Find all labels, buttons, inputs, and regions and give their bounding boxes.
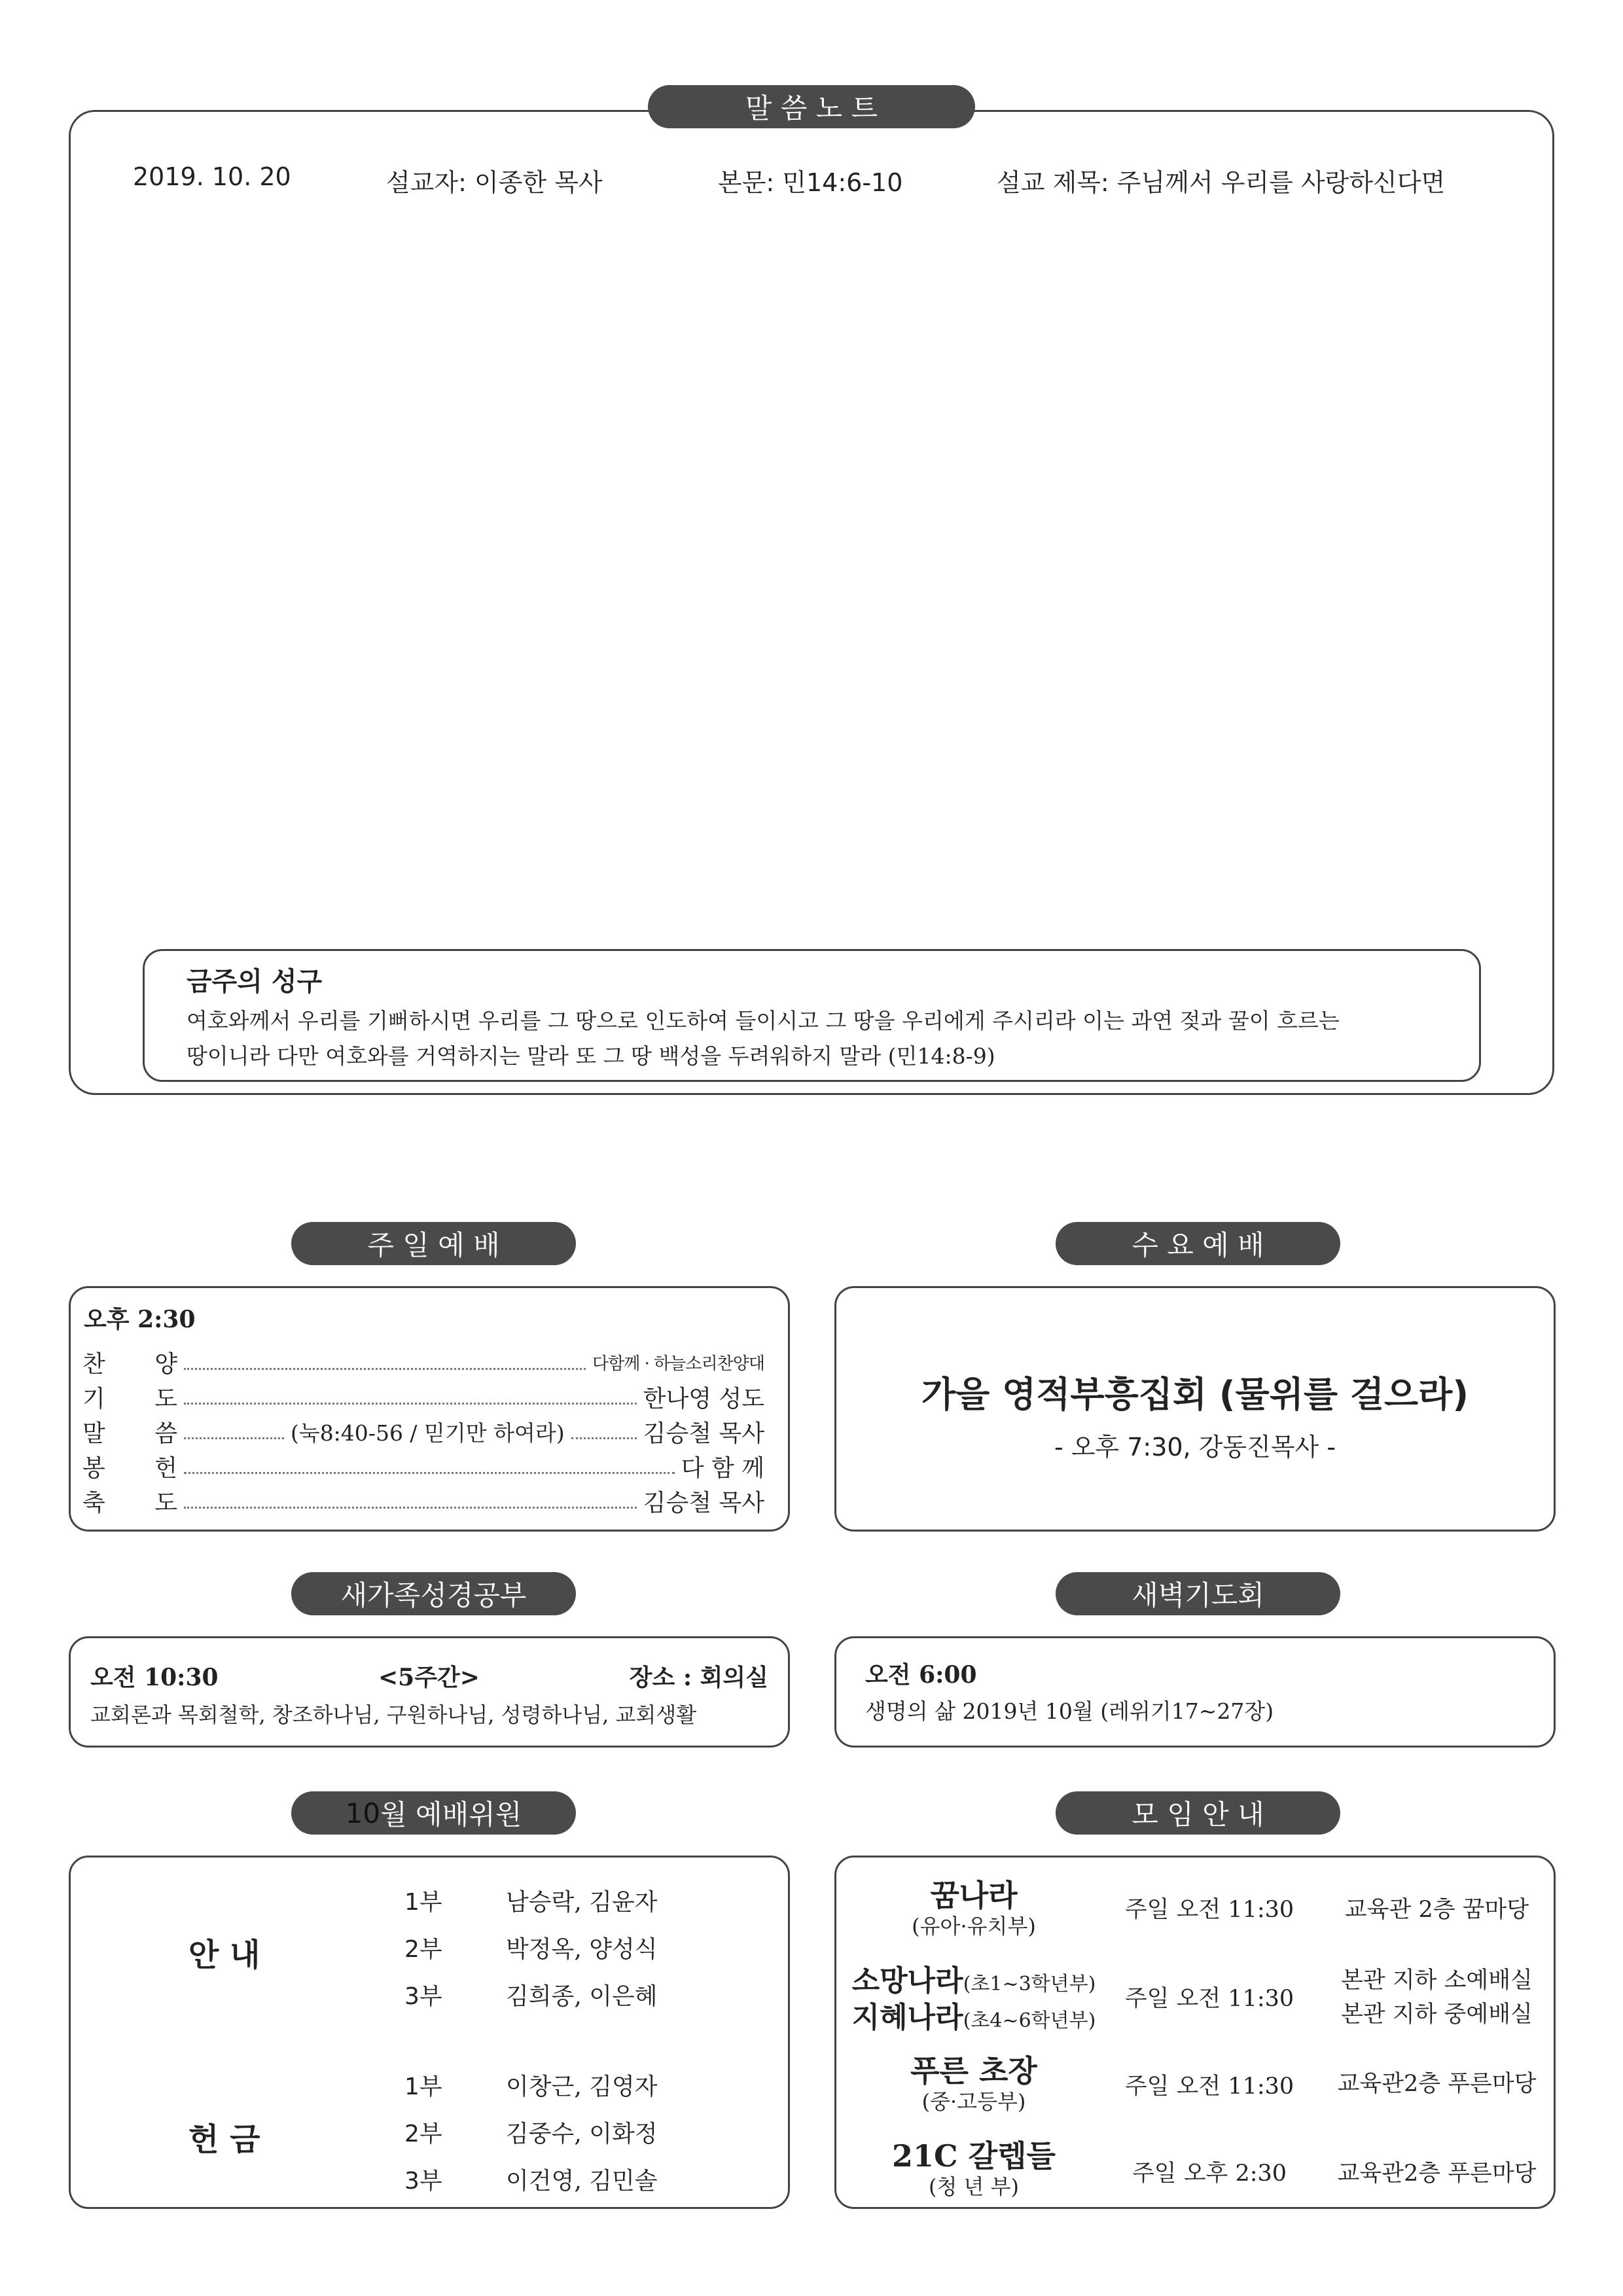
dawn-prayer-time: 오전 6:00 <box>865 1661 977 1689</box>
dotted-leader <box>184 1437 284 1439</box>
service-item-label <box>82 1450 177 1483</box>
meeting-name: 21C 갈렙들 <box>892 2138 1056 2174</box>
dawn-prayer-title: 새벽기도회 <box>1056 1572 1340 1615</box>
usher-label: 안 내 <box>188 1937 260 1973</box>
meeting-name-main: 소망나라 <box>851 1964 963 1998</box>
weekly-verse-heading: 금주의 성구 <box>187 967 323 997</box>
family-bible-topics: 교회론과 목회철학, 창조하나님, 구원하나님, 성령하나님, 교회생활 <box>90 1702 697 1727</box>
servant-part: 3부 <box>404 2168 442 2195</box>
sermon-note-box <box>69 110 1554 1095</box>
meeting-sub: (청 년 부) <box>928 2174 1020 2199</box>
sermon-title: 설교 제목: 주님께서 우리를 사랑하신다면 <box>997 168 1446 197</box>
sermon-preacher: 설교자: 이종한 목사 <box>386 168 603 197</box>
wednesday-service-box <box>834 1286 1556 1532</box>
servant-part: 1부 <box>404 1889 442 1916</box>
servant-names: 김중수, 이화정 <box>506 2121 658 2147</box>
dotted-leader <box>184 1507 637 1509</box>
meeting-name-main: 지혜나라 <box>851 2001 963 2034</box>
sermon-reference: (눅8:40-56 / 믿기만 하여라) <box>290 1420 565 1446</box>
servant-part: 3부 <box>404 1983 442 2010</box>
sermon-scripture: 본문: 민14:6-10 <box>718 168 903 197</box>
servant-part: 1부 <box>404 2073 442 2100</box>
servant-names: 이건영, 김민솔 <box>506 2168 658 2195</box>
meeting-name <box>836 1957 1111 1999</box>
family-bible-time: 오전 10:30 <box>90 1664 219 1691</box>
service-item-char: 도 <box>154 1489 177 1516</box>
service-item-char: 도 <box>154 1385 177 1412</box>
servant-names: 이창근, 김영자 <box>506 2073 658 2100</box>
sunday-time: 오후 2:30 <box>84 1306 196 1333</box>
servant-part: 2부 <box>404 1936 442 1963</box>
dotted-leader <box>184 1472 675 1474</box>
order-of-service-row <box>82 1450 764 1482</box>
meeting-place: 본관 지하 소예배실 <box>1341 1967 1533 1994</box>
service-leader: 한나영 성도 <box>643 1385 764 1412</box>
family-bible-box <box>69 1636 790 1748</box>
meeting-place: 교육관 2층 꿈마당 <box>1344 1897 1529 1923</box>
meeting-name: 꿈나라 <box>930 1878 1018 1913</box>
sunday-service-box <box>69 1286 790 1532</box>
october-servants-box <box>69 1856 790 2209</box>
service-leader: 김승철 목사 <box>643 1420 764 1447</box>
service-item-char: 기 <box>82 1385 105 1412</box>
revival-headline: 가을 영적부흥집회 (물위를 걸으라) <box>921 1374 1469 1415</box>
servant-part: 2부 <box>404 2121 442 2147</box>
meeting-place: 교육관2층 푸른마당 <box>1337 2161 1537 2187</box>
service-item-label <box>82 1346 177 1379</box>
offering-label: 헌 금 <box>188 2121 260 2158</box>
order-of-service-row <box>82 1484 764 1517</box>
service-item-char: 양 <box>154 1350 177 1378</box>
service-item-char: 축 <box>82 1489 105 1516</box>
dawn-prayer-box <box>834 1636 1556 1748</box>
service-leader: 다 함 께 <box>681 1454 764 1482</box>
meeting-place: 본관 지하 중예배실 <box>1341 2001 1533 2028</box>
meeting-name <box>836 1994 1111 2036</box>
service-item-char: 말 <box>82 1420 105 1447</box>
meeting-time: 주일 오후 2:30 <box>1132 2161 1287 2187</box>
dotted-leader <box>571 1437 637 1439</box>
service-leader: 다함께 · 하늘소리찬양대 <box>592 1354 764 1374</box>
meeting-time: 주일 오전 11:30 <box>1124 1986 1294 2012</box>
meeting-place: 교육관2층 푸른마당 <box>1337 2071 1537 2097</box>
order-of-service-row <box>82 1415 764 1448</box>
family-bible-title: 새가족성경공부 <box>291 1572 576 1615</box>
meeting-sub: (중·고등부) <box>921 2089 1026 2114</box>
servant-names: 박정옥, 양성식 <box>506 1936 658 1963</box>
sermon-date: 2019. 10. 20 <box>133 162 291 191</box>
service-item-label <box>82 1415 177 1448</box>
meetings-title: 모 임 안 내 <box>1056 1791 1340 1835</box>
order-of-service-row <box>82 1346 764 1378</box>
dotted-leader <box>184 1368 586 1370</box>
service-item-char: 씀 <box>154 1420 177 1447</box>
meeting-name: 푸른 초장 <box>910 2053 1037 2089</box>
servant-names: 김희종, 이은혜 <box>506 1983 658 2010</box>
meetings-box <box>834 1856 1556 2209</box>
family-bible-duration: <5주간> <box>378 1664 480 1691</box>
dotted-leader <box>184 1403 637 1405</box>
weekly-verse-line2: 땅이니라 다만 여호와를 거역하지는 말라 또 그 땅 백성을 두려워하지 말라 (민14:8-9) <box>187 1043 995 1069</box>
meeting-name-sub: (초4~6학년부) <box>963 2009 1096 2032</box>
dawn-prayer-desc: 생명의 삶 2019년 10월 (레위기17~27장) <box>865 1698 1274 1724</box>
order-of-service-row <box>82 1380 764 1413</box>
service-item-label <box>82 1484 177 1518</box>
service-leader: 김승철 목사 <box>643 1489 764 1516</box>
service-item-char: 헌 <box>154 1454 177 1482</box>
meeting-sub: (유아·유치부) <box>912 1914 1036 1939</box>
meeting-name-sub: (초1~3학년부) <box>963 1973 1096 1996</box>
weekly-verse-line1: 여호와께서 우리를 기뻐하시면 우리를 그 땅으로 인도하여 들이시고 그 땅을 우리에게 주시리라 이는 과연 젖과 꿀이 흐르는 <box>187 1008 1340 1033</box>
sermon-note-title: 말 씀 노 트 <box>648 85 975 128</box>
service-item-char: 찬 <box>82 1350 105 1378</box>
revival-sub: - 오후 7:30, 강동진목사 - <box>1054 1433 1336 1462</box>
sunday-service-title: 주 일 예 배 <box>291 1222 576 1265</box>
meeting-time: 주일 오전 11:30 <box>1124 2073 1294 2100</box>
servant-names: 남승락, 김윤자 <box>506 1889 658 1916</box>
service-item-char: 봉 <box>82 1454 105 1482</box>
wednesday-service-title: 수 요 예 배 <box>1056 1222 1340 1265</box>
october-servants-title <box>291 1791 576 1835</box>
october-title-rest: 월 예배위원 <box>380 1799 522 1831</box>
family-bible-place: 장소 : 회의실 <box>629 1664 768 1691</box>
october-month: 10 <box>345 1797 381 1829</box>
meeting-time: 주일 오전 11:30 <box>1124 1897 1294 1923</box>
service-item-label <box>82 1380 177 1414</box>
